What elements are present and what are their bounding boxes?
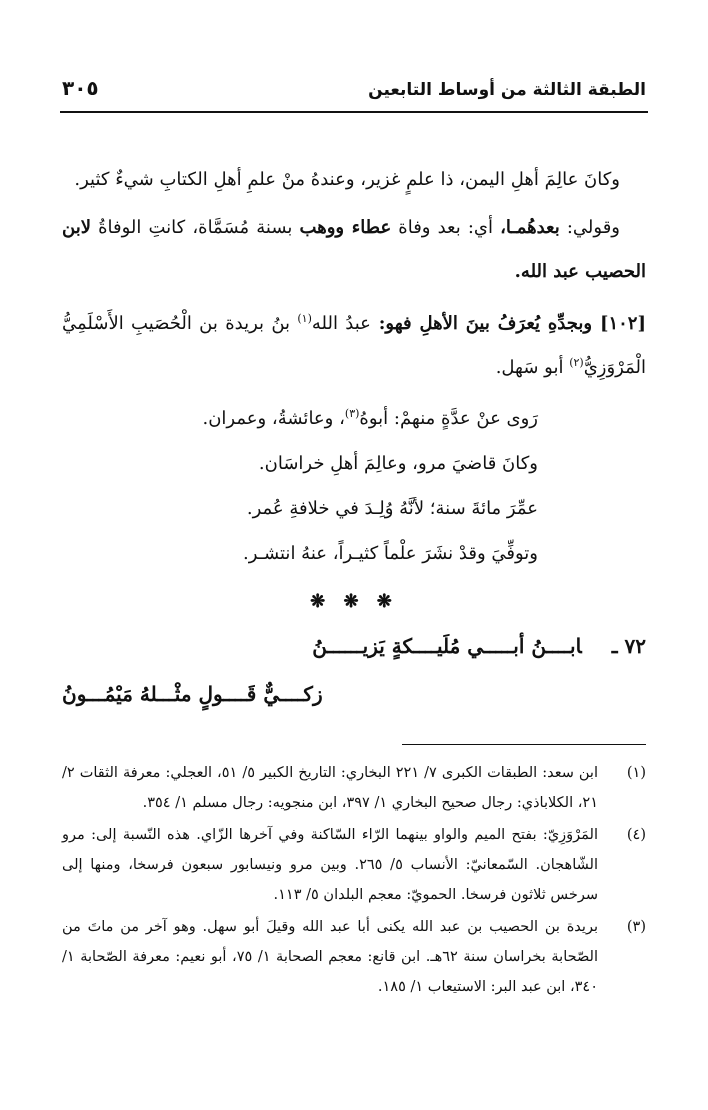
footnote-rule — [402, 744, 646, 745]
entry-102 — [62, 302, 646, 390]
verse-line-1 — [312, 634, 646, 658]
entry-kunya: أبو سَهل. — [495, 357, 570, 378]
detail-line — [62, 396, 538, 441]
paragraph-1: وكانَ عالِمَ أهلِ اليمن، ذا علمٍ غزير، وعندهُ منْ علمِ أهلِ الكتابِ شيءٌ كثير. — [74, 169, 620, 190]
footnote — [62, 820, 646, 910]
footnotes — [62, 758, 646, 1004]
detail-line: وتوفِّيَ وقدْ نشَرَ علْماً كثيـراً، عنهُ انتشـر. — [243, 543, 538, 564]
entry-name: بنُ بريدة بن الْحُصَيبِ الأَسْلَمِيُّ الْمَرْوَزِيُّ — [62, 313, 646, 378]
detail-line: عمِّرَ مائةَ سنة؛ لأنَّهُ وُلِـدَ في خلافةِ عُمر. — [246, 498, 538, 519]
para2-text: وقولي: — [559, 217, 620, 238]
entry-heading: [١٠٢] وبجدِّهِ يُعرَفُ بينَ الأهلِ فهو: — [370, 313, 647, 334]
detail-text: رَوى عنْ عدَّةٍ منهمْ: أبوهُ — [359, 408, 538, 429]
para2-bold: عطاء ووهب — [299, 217, 392, 238]
detail-line: وكانَ قاضيَ مرو، وعالِمَ أهلِ خراسَان. — [258, 453, 538, 474]
footnote-ref[interactable]: (١) — [297, 312, 312, 325]
para2-text: أي: بعد وفاة — [391, 217, 501, 238]
running-header-title: الطبقة الثالثة من أوساط التابعين — [368, 80, 646, 100]
para2-text: بسنة مُسَمَّاة، كانتِ الوفاةُ — [90, 217, 300, 238]
entry-details — [62, 396, 538, 576]
section-divider: ❋ ❋ ❋ — [310, 591, 398, 612]
footnote-ref[interactable]: (٣) — [344, 407, 360, 420]
detail-text: ، وعائشةُ، وعمران. — [202, 408, 345, 429]
verse-text: ابــــنُ أبـــــي مُلَيــــكةٍ يَزيــــــنُ — [312, 634, 582, 658]
para2-bold: بعدهُمـا، — [500, 217, 560, 238]
main-text — [62, 158, 646, 624]
para2-bold: لابن الحصيب عبد الله. — [62, 217, 646, 282]
footnote-ref[interactable]: (٢) — [569, 356, 584, 369]
footnote-text: بريدة بن الحصيب بن عبد الله يكنى أبا عبد الله وقيلَ أبو سهل. وهو آخر من ماتَ من الصّحابة بخراسان سنة ٦٢هـ. ابن قانع: معجم الصحابة ١/ ٧٥، أبو نعيم: معرفة الصّحابة ١/ ٣٤٠، ابن عبد البر: الاستيعاب ١/ ١٨٥. — [62, 919, 598, 995]
verse-line-2: زكــــيٌّ قَــــولٍ مثْـــلهُ مَيْمُـــونُ — [62, 682, 323, 706]
entry-name: عبدُ الله — [311, 313, 371, 334]
footnote-text: المَرْوَزِيّ: بفتح الميم والواو بينهما الرّاء السّاكنة وفي آخرها الزّاي. هذه النّسبة إلى: مرو الشّاهجان. السّمعانيّ: الأنساب ٥/ ٢٦٥. وبين مرو ونيسابور سبعون فرسخا، ومنها إلى سرخس ثلاثون فرسخا. الحمويّ: معجم البلدان ٥/ ١١٣. — [62, 827, 598, 903]
page-number: ٣٠٥ — [62, 76, 99, 100]
header-rule — [60, 111, 648, 113]
paragraph-2 — [62, 206, 646, 294]
verse-number: ٧٢ ـ — [611, 634, 646, 658]
footnote — [62, 758, 646, 818]
footnote-text: ابن سعد: الطبقات الكبرى ٧/ ٢٢١ البخاري: التاريخ الكبير ٥/ ٥١، العجلي: معرفة الثقات ٢/ ٢١، الكلاباذي: رجال صحيح البخاري ١/ ٣٩٧، ابن منجويه: رجال مسلم ١/ ٣٥٤. — [62, 765, 598, 811]
footnote-number: (١) — [626, 765, 646, 781]
footnote-number: (٣) — [626, 919, 646, 935]
footnote-number: (٤) — [626, 827, 646, 843]
footnote — [62, 912, 646, 1002]
